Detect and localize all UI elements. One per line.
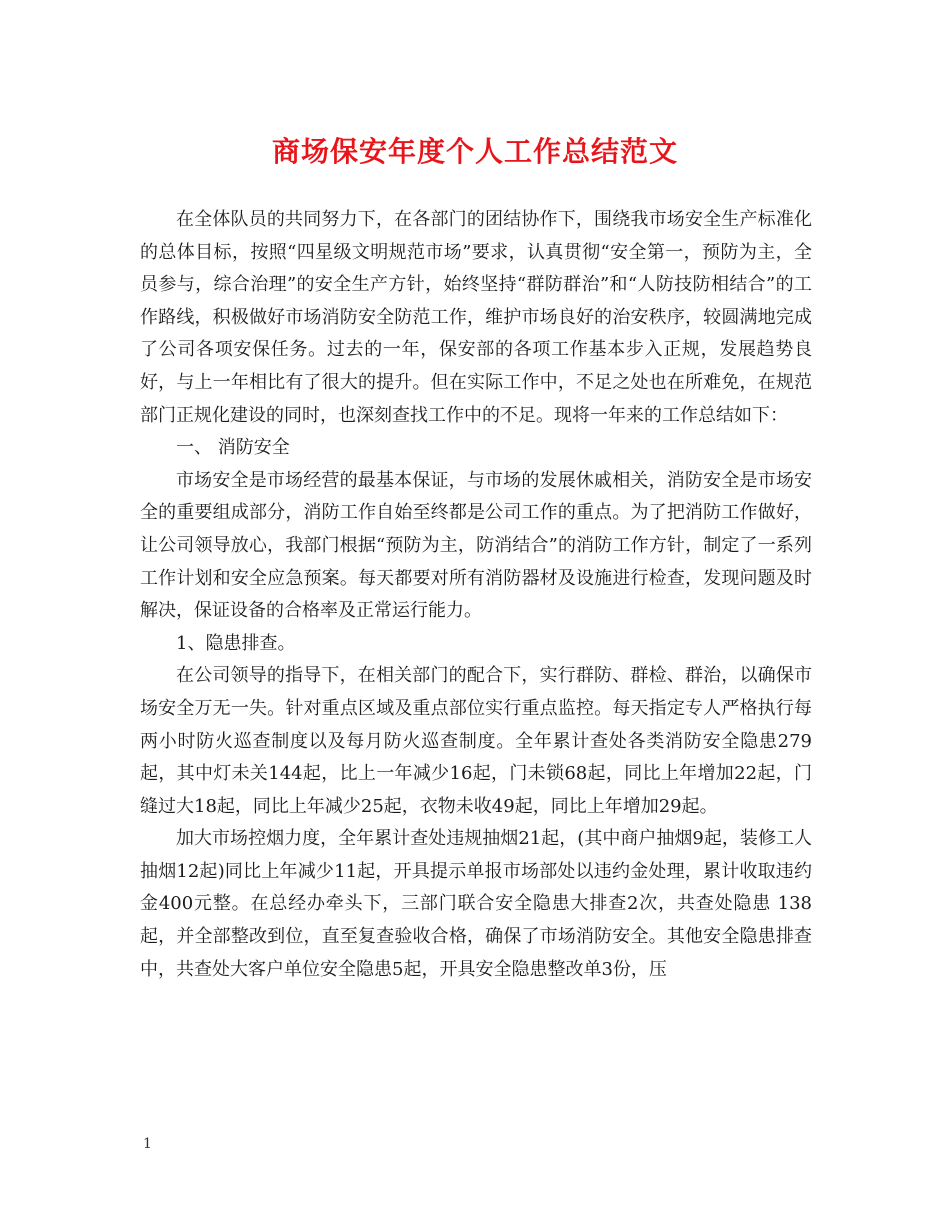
document-body <box>140 204 812 986</box>
paragraph-hazard-check: 在公司领导的指导下，在相关部门的配合下，实行群防、群检、群治，以确保市场安全万无一失。针对重点区域及重点部位实行重点监控。每天指定专人严格执行每两小时防火巡查制度以及每月防火巡查制度。全年累计查处各类消防安全隐患279起，其中灯未关144起，比上一年减少16起，门未锁68起，同比上年增加22起，门缝过大18起，同比上年减少25起，衣物未收49起，同比上年增加29起。 <box>140 665 812 817</box>
paragraph-intro: 在全体队员的共同努力下，在各部门的团结协作下，围绕我市场安全生产标准化的总体目标，按照“四星级文明规范市场”要求，认真贯彻“安全第一，预防为主，全员参与，综合治理”的安全生产方针，始终坚持“群防群治”和“人防技防相结合”的工作路线，积极做好市场消防安全防范工作，维护市场良好的治安秩序，较圆满地完成了公司各项安保任务。过去的一年，保安部的各项工作基本步入正规，发展趋势良好，与上一年相比有了很大的提升。但在实际工作中，不足之处也在所难免，在规范部门正规化建设的同时，也深刻查找工作中的不足。现将一年来的工作总结如下： <box>140 209 812 426</box>
document-title: 商场保安年度个人工作总结范文 <box>271 135 678 168</box>
subsection-heading-hazard-check: 1、隐患排查。 <box>176 632 296 654</box>
section-heading-fire-safety: 一、 消防安全 <box>176 437 290 459</box>
page-number: 1 <box>143 1136 152 1152</box>
paragraph-fire-safety: 市场安全是市场经营的最基本保证，与市场的发展休戚相关，消防安全是市场安全的重要组成部分，消防工作自始至终都是公司工作的重点。为了把消防工作做好，让公司领导放心，我部门根据“预防为主，防消结合”的消防工作方针，制定了一系列工作计划和安全应急预案。每天都要对所有消防器材及设施进行检查，发现问题及时解决，保证设备的合格率及正常运行能力。 <box>140 469 812 622</box>
paragraph-smoking-control: 加大市场控烟力度，全年累计查处违规抽烟21起，(其中商户抽烟9起，装修工人抽烟12起)同比上年减少11起，开具提示单报市场部处以违约金处理，累计收取违约金400元整。在总经办牵头下，三部门联合安全隐患大排查2次，共查处隐患 138 起，并全部整改到位，直至复查验收合格，确保了市场消防安全。其他安全隐患排查中，共查处大客户单位安全隐患5起，开具安全隐患整改单3份，压 <box>140 828 812 980</box>
